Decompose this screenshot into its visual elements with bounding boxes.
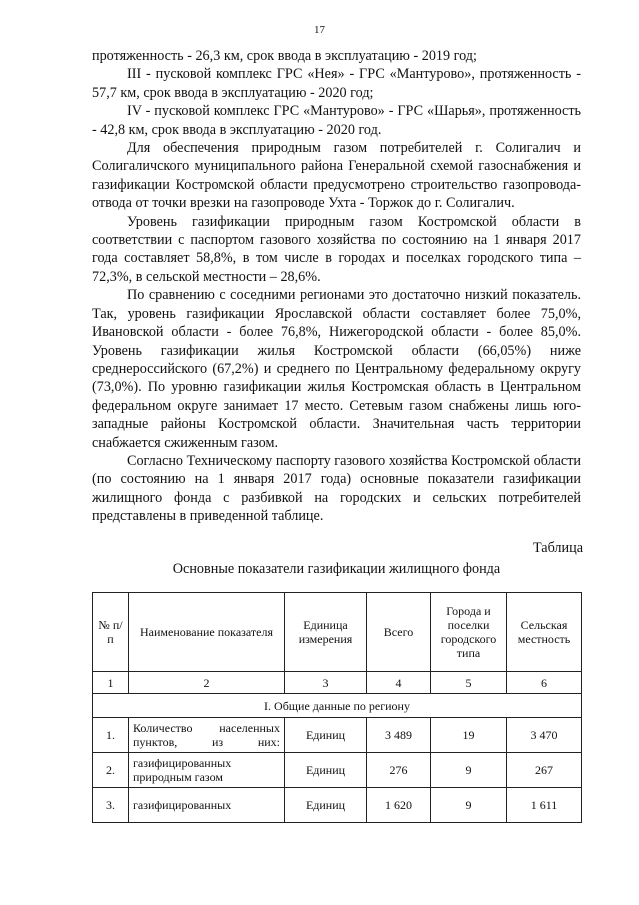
column-number: 5: [431, 672, 507, 694]
row-name: газифицированных: [129, 788, 285, 823]
column-number: 4: [367, 672, 431, 694]
page-number: 17: [314, 24, 325, 36]
paragraph: протяженность - 26,3 км, срок ввода в эксплуатацию - 2019 год;: [92, 48, 477, 64]
row-number: 3.: [93, 788, 129, 823]
row-rural: 267: [507, 753, 582, 788]
row-urban: 9: [431, 753, 507, 788]
paragraph: Для обеспечения природным газом потребителей г. Солигалич и Солигаличского муниципального района Генеральной схемой газоснабжения и газификации Костромской области предусмотрено строительство газопровода-отвода от точки врезки на газопроводе Ухта - Торжок до г. Солигалич.: [92, 140, 581, 212]
column-number: 2: [129, 672, 285, 694]
row-name: [129, 718, 285, 753]
row-urban: 9: [431, 788, 507, 823]
column-number: 1: [93, 672, 129, 694]
header-cell: Сельская местность: [507, 593, 582, 672]
row-rural: 1 611: [507, 788, 582, 823]
table-label: Таблица: [532, 540, 583, 556]
row-total: 1 620: [367, 788, 431, 823]
gasification-table: [92, 592, 582, 823]
row-number: 1.: [93, 718, 129, 753]
table-row: [93, 788, 582, 823]
table-title: Основные показатели газификации жилищного фонда: [172, 561, 501, 577]
row-name-text: Количество населенных пунктов, из них:: [133, 721, 280, 749]
row-urban: 19: [431, 718, 507, 753]
column-number: 3: [285, 672, 367, 694]
header-cell: Всего: [367, 593, 431, 672]
row-name: газифицированных природным газом: [129, 753, 285, 788]
section-title: I. Общие данные по региону: [93, 694, 582, 718]
table-header-row: [93, 593, 582, 672]
row-unit: Единиц: [285, 718, 367, 753]
row-total: 3 489: [367, 718, 431, 753]
paragraph: III - пусковой комплекс ГРС «Нея» - ГРС «Мантурово», протяженность - 57,7 км, срок ввода в эксплуатацию - 2020 год;: [92, 66, 581, 101]
paragraph: Уровень газификации природным газом Костромской области в соответствии с паспортом газового хозяйства по состоянию на 1 января 2017 года составляет 58,8%, в том числе в городах и поселках городского типа – 72,3%, в сельской местности – 28,6%.: [92, 213, 581, 285]
header-cell: Единица измерения: [285, 593, 367, 672]
header-cell: Наименование показателя: [129, 593, 285, 672]
row-total: 276: [367, 753, 431, 788]
row-rural: 3 470: [507, 718, 582, 753]
table-row: [93, 718, 582, 753]
header-cell: № п/п: [93, 593, 129, 672]
paragraph: По сравнению с соседними регионами это достаточно низкий показатель. Так, уровень газификации Ярославской области составляет более 75,0%, Ивановской области - более 76,8%, Нижегородской области - более 85,0%. Уровень газификации жилья Костромской области (66,05%) ниже среднероссийского (67,2%) и среднего по Центральному федеральному округу (73,0%). По уровню газификации жилья Костромская область в Центральном федеральном округе занимает 17 место. Сетевым газом снабжены лишь юго-западные районы Костромской области. Значительная часть территории снабжается сжиженным газом.: [92, 287, 581, 451]
column-number: 6: [507, 672, 582, 694]
row-unit: Единиц: [285, 788, 367, 823]
paragraph: IV - пусковой комплекс ГРС «Мантурово» - ГРС «Шарья», протяженность - 42,8 км, срок ввода в эксплуатацию - 2020 год.: [92, 103, 581, 138]
paragraph: Согласно Техническому паспорту газового хозяйства Костромской области (по состоянию на 1 января 2017 года) основные показатели газификации жилищного фонда с разбивкой на городских и сельских потребителей представлены в приведенной таблице.: [92, 452, 581, 525]
column-number-row: [93, 672, 582, 694]
header-cell: Города и поселки городского типа: [431, 593, 507, 672]
table-row: [93, 753, 582, 788]
row-number: 2.: [93, 753, 129, 788]
body-text: [92, 47, 581, 526]
section-row: [93, 694, 582, 718]
row-unit: Единиц: [285, 753, 367, 788]
